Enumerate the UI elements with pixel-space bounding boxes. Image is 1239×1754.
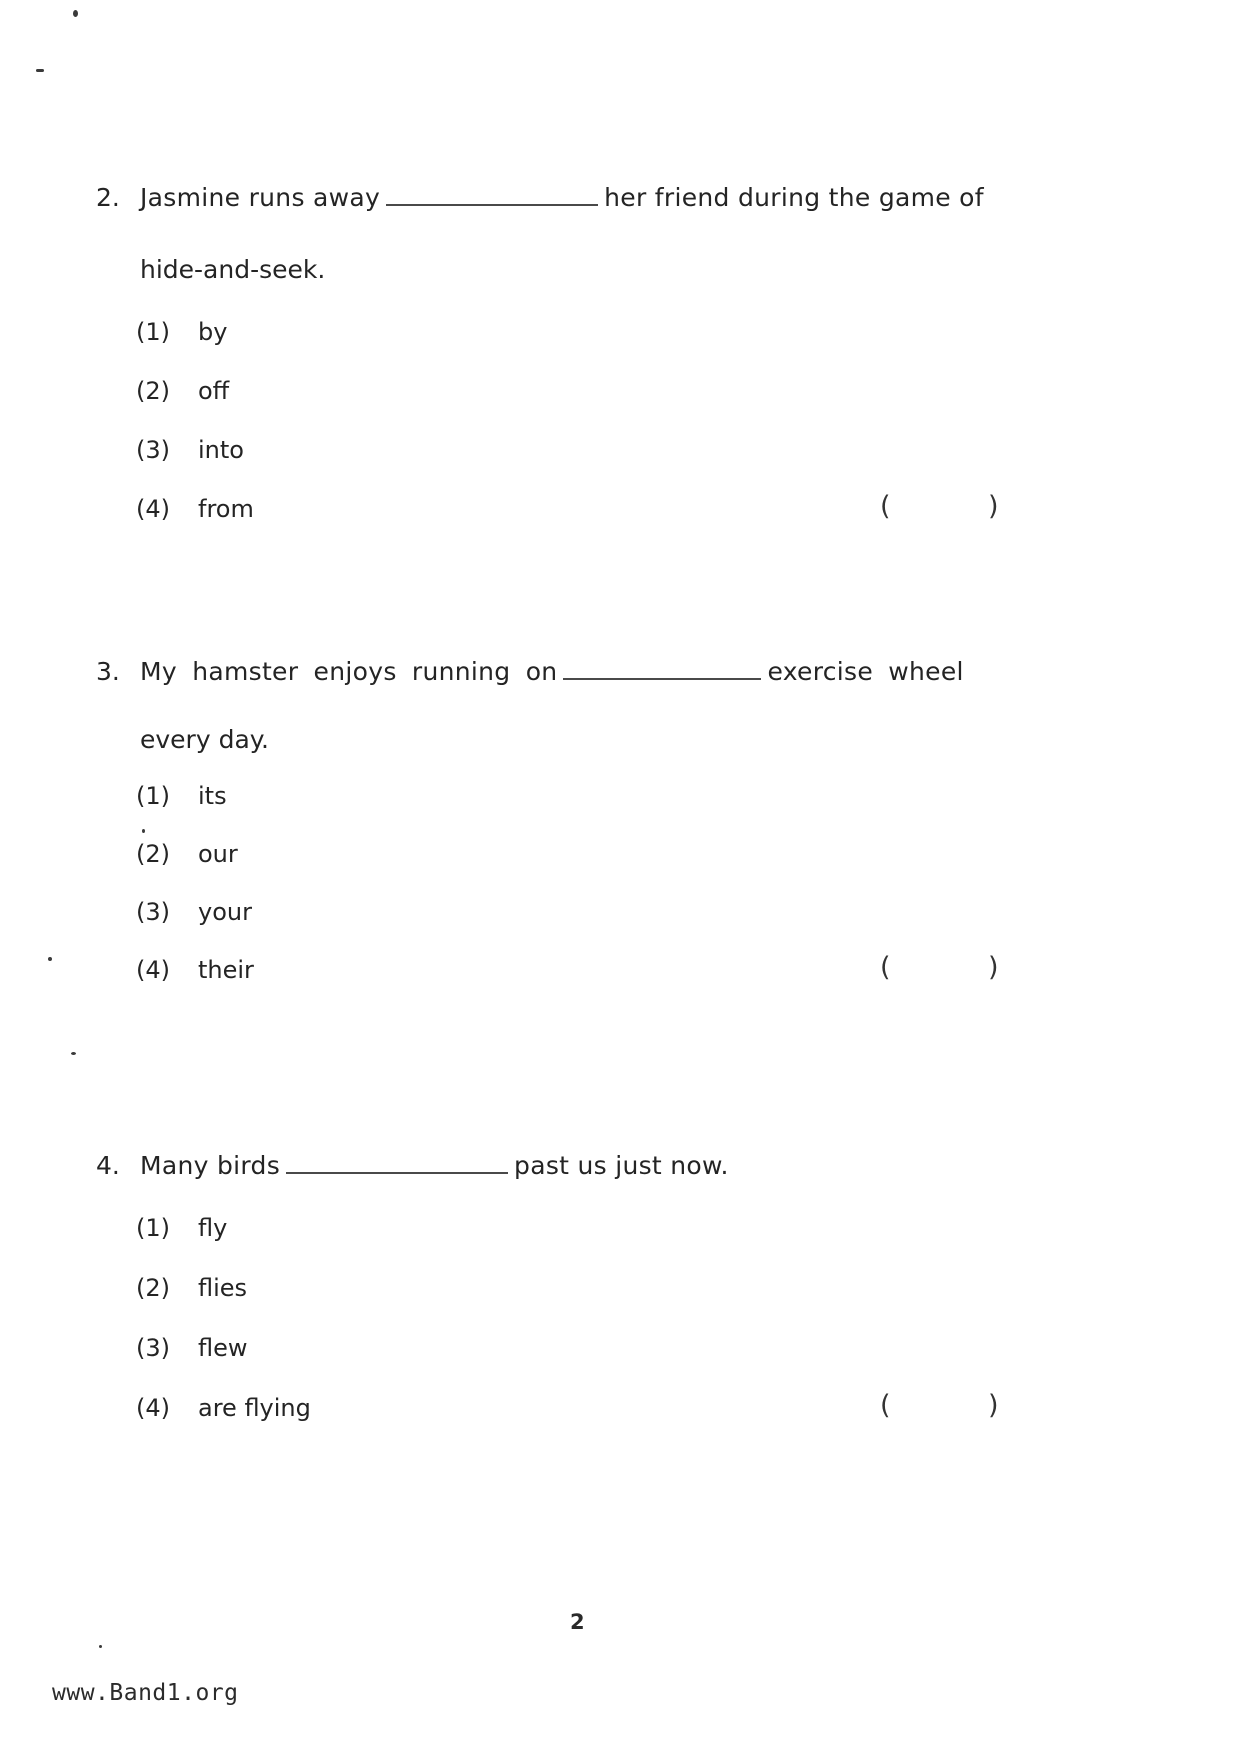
option-text: our	[198, 840, 238, 868]
answer-bracket-open: (	[880, 1390, 891, 1421]
question-number: 3.	[96, 657, 120, 686]
answer-bracket-open: (	[880, 491, 891, 522]
answer-blank	[386, 184, 598, 206]
option-row	[96, 1272, 1056, 1304]
option-row	[96, 1212, 1056, 1244]
option-text: off	[198, 377, 230, 405]
answer-bracket-close: )	[988, 491, 999, 522]
option-text: their	[198, 956, 254, 984]
question-text-after-blank: past us just now.	[514, 1151, 729, 1180]
scan-artifact	[99, 1645, 102, 1648]
option-label: (4)	[136, 956, 170, 984]
option-label: (3)	[136, 1334, 170, 1362]
question-text-before-blank: Many birds	[140, 1151, 281, 1180]
option-text: your	[198, 898, 252, 926]
option-label: (1)	[136, 1214, 170, 1242]
option-row	[96, 316, 1056, 348]
option-text: into	[198, 436, 244, 464]
question-4	[96, 1150, 1056, 1424]
option-row	[96, 1392, 1056, 1424]
option-row	[96, 1332, 1056, 1364]
question-3	[96, 656, 1056, 986]
option-label: (4)	[136, 1394, 170, 1422]
scan-artifact	[36, 69, 44, 72]
question-line	[96, 1150, 1056, 1182]
option-label: (4)	[136, 495, 170, 523]
question-line	[96, 656, 1056, 688]
question-line	[96, 182, 1056, 214]
option-text: fly	[198, 1214, 228, 1242]
option-row	[96, 375, 1056, 407]
question-text-after-blank: her friend during the game of	[604, 183, 984, 212]
answer-bracket-open: (	[880, 952, 891, 983]
answer-bracket-close: )	[988, 952, 999, 983]
question-text-before-blank: My hamster enjoys running on	[140, 657, 558, 686]
option-text: from	[198, 495, 254, 523]
option-text: flies	[198, 1274, 248, 1302]
question-2	[96, 182, 1056, 525]
question-number: 4.	[96, 1151, 120, 1180]
option-label: (2)	[136, 840, 170, 868]
option-label: (1)	[136, 782, 170, 810]
option-text: its	[198, 782, 227, 810]
option-text: flew	[198, 1334, 248, 1362]
option-row	[96, 493, 1056, 525]
option-label: (3)	[136, 436, 170, 464]
question-text-before-blank: Jasmine runs away	[140, 183, 381, 212]
answer-blank	[286, 1152, 508, 1174]
scan-artifact	[71, 1052, 76, 1055]
answer-blank	[563, 658, 761, 680]
question-text-line2: every day.	[140, 725, 269, 754]
option-label: (2)	[136, 1274, 170, 1302]
footer-url: www.Band1.org	[52, 1680, 239, 1706]
scan-artifact	[48, 957, 52, 961]
question-text-after-blank: exercise wheel	[767, 657, 964, 686]
option-label: (3)	[136, 898, 170, 926]
option-row	[96, 780, 1056, 812]
option-label: (1)	[136, 318, 170, 346]
scan-artifact	[73, 10, 78, 17]
page-number: 2	[570, 1610, 585, 1634]
option-text: by	[198, 318, 228, 346]
option-row	[96, 838, 1056, 870]
question-text-line2: hide-and-seek.	[140, 255, 326, 284]
question-number: 2.	[96, 183, 120, 212]
answer-bracket-close: )	[988, 1390, 999, 1421]
option-label: (2)	[136, 377, 170, 405]
option-row	[96, 434, 1056, 466]
option-row	[96, 954, 1056, 986]
option-text: are flying	[198, 1394, 311, 1422]
option-row	[96, 896, 1056, 928]
